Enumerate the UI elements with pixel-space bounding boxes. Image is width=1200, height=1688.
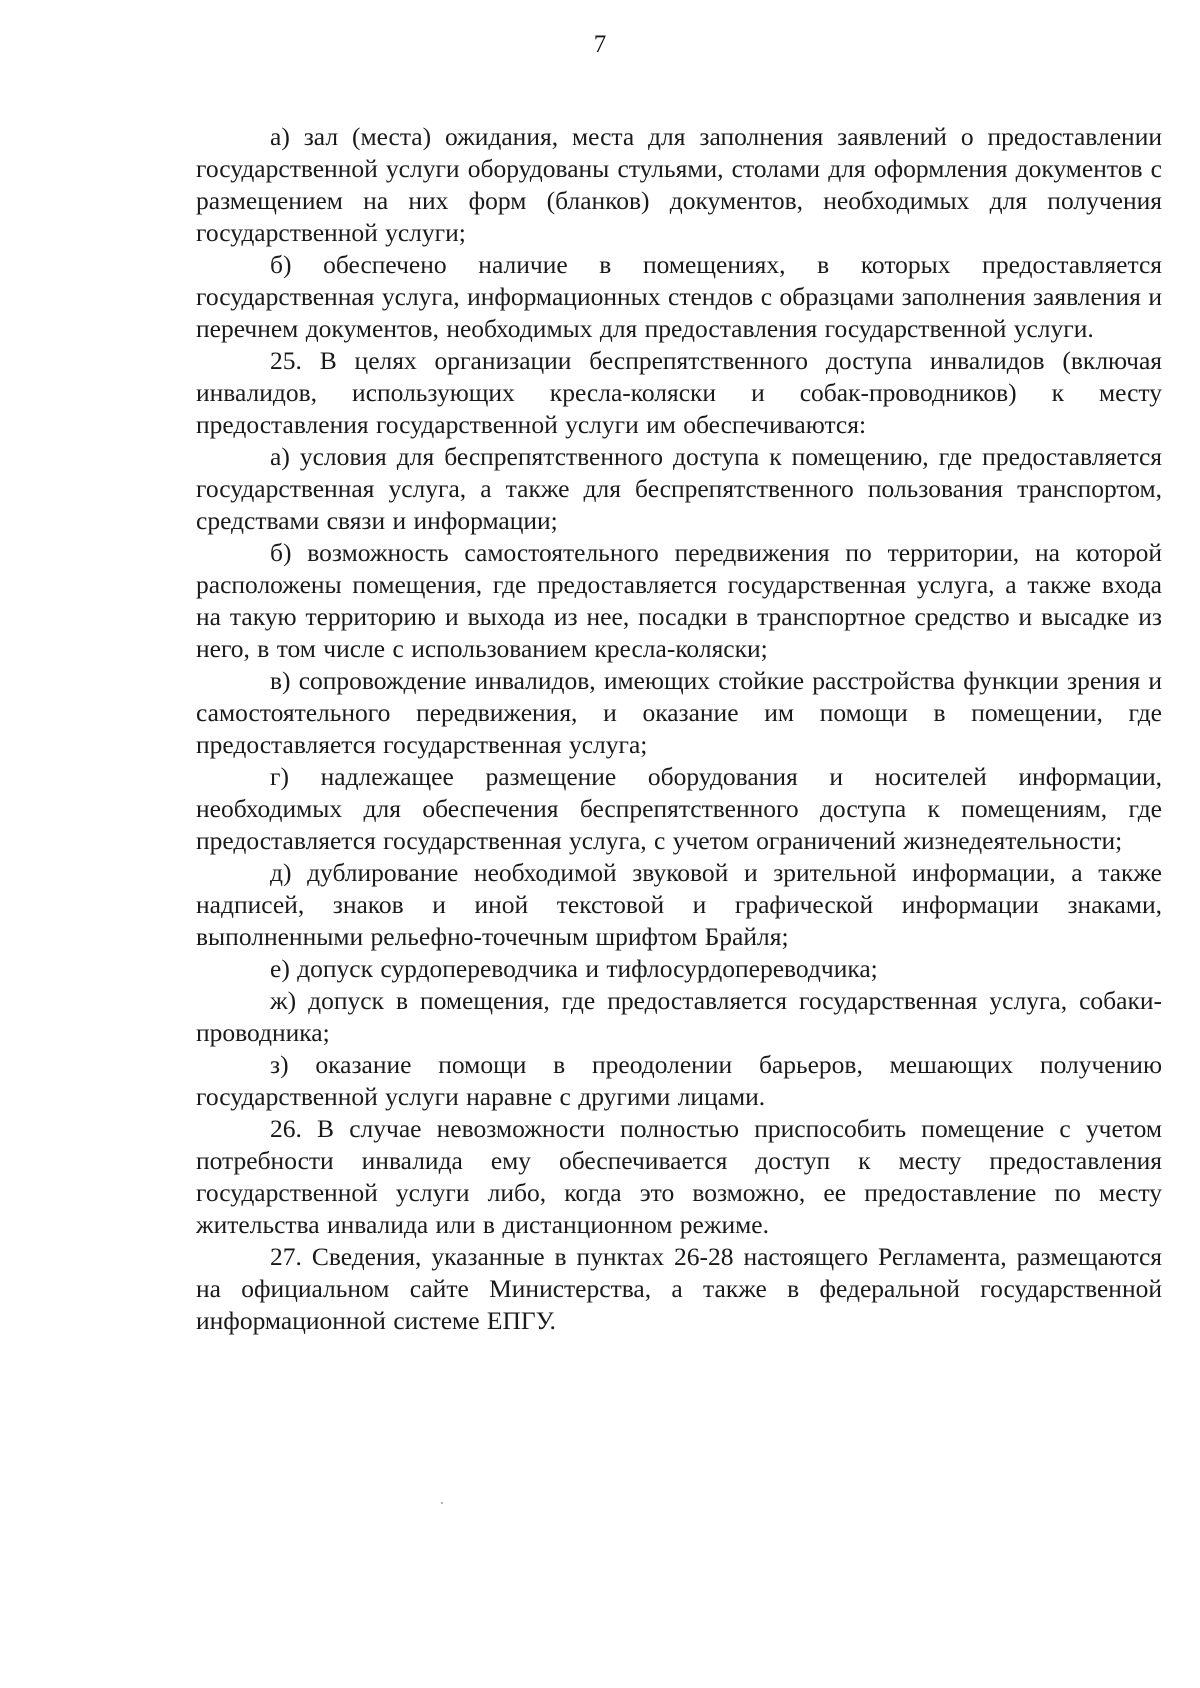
paragraph-25z: з) оказание помощи в преодолении барьеров, мешающих получению государственной услуги наравне с другими лицами. bbox=[196, 1050, 1162, 1111]
paragraph-24a: а) зал (места) ожидания, места для заполнения заявлений о предоставлении государственной услуги оборудованы стульями, столами для оформления документов с размещением на них форм (бланков) документов, необходимых для получения государственной услуги; bbox=[196, 122, 1162, 247]
paragraph-26: 26. В случае невозможности полностью приспособить помещение с учетом потребности инвалида ему обеспечивается доступ к месту предоставления государственной услуги либо, когда это возможно, ее предоставление по месту жительства инвалида или в дистанционном режиме. bbox=[196, 1114, 1162, 1239]
paragraph-25a: а) условия для беспрепятственного доступа к помещению, где предоставляется государственная услуга, а также для беспрепятственного пользования транспортом, средствами связи и информации; bbox=[196, 442, 1162, 535]
paragraph-25g: г) надлежащее размещение оборудования и носителей информации, необходимых для обеспечения беспрепятственного доступа к помещениям, где предоставляется государственная услуга, с учетом ограничений жизнедеятельности; bbox=[196, 762, 1162, 855]
document-body bbox=[196, 121, 1162, 1337]
paragraph-25: 25. В целях организации беспрепятственного доступа инвалидов (включая инвалидов, использующих кресла-коляски и собак-проводников) к месту предоставления государственной услуги им обеспечиваются: bbox=[196, 346, 1162, 439]
paragraph-25v: в) сопровождение инвалидов, имеющих стойкие расстройства функции зрения и самостоятельного передвижения, и оказание им помощи в помещении, где предоставляется государственная услуга; bbox=[196, 666, 1162, 759]
paragraph-24b: б) обеспечено наличие в помещениях, в которых предоставляется государственная услуга, информационных стендов с образцами заполнения заявления и перечнем документов, необходимых для предоставления государственной услуги. bbox=[196, 250, 1162, 343]
paragraph-27: 27. Сведения, указанные в пунктах 26-28 настоящего Регламента, размещаются на официальном сайте Министерства, а также в федеральной государственной информационной системе ЕПГУ. bbox=[196, 1242, 1162, 1335]
paragraph-25d: д) дублирование необходимой звуковой и зрительной информации, а также надписей, знаков и иной текстовой и графической информации знаками, выполненными рельефно-точечным шрифтом Брайля; bbox=[196, 858, 1162, 951]
paragraph-25e: е) допуск сурдопереводчика и тифлосурдопереводчика; bbox=[270, 954, 878, 983]
paragraph-25b: б) возможность самостоятельного передвижения по территории, на которой расположены помещения, где предоставляется государственная услуга, а также входа на такую территорию и выхода из нее, посадки в транспортное средство и высадке из него, в том числе с использованием кресла-коляски; bbox=[196, 538, 1162, 663]
scan-speck bbox=[441, 1502, 443, 1504]
paragraph-25zh: ж) допуск в помещения, где предоставляется государственная услуга, собаки-проводника; bbox=[196, 986, 1162, 1047]
page-number: 7 bbox=[593, 31, 607, 58]
